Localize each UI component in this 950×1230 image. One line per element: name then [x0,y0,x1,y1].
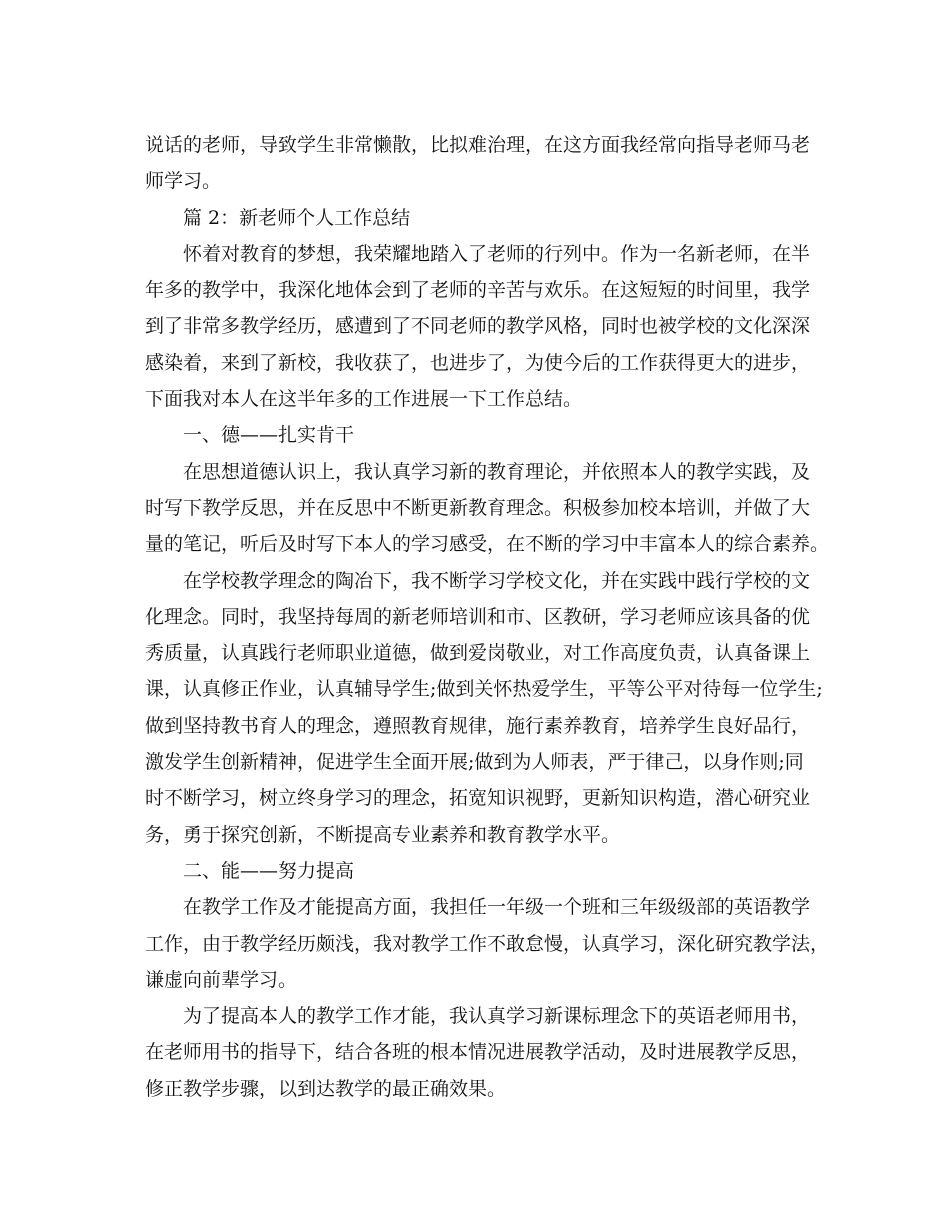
text-line: 做到坚持教书育人的理念，遵照教育规律，施行素养教育，培养学生良好品行， [145,714,811,737]
document-body [145,127,830,1107]
text-line: 谦虚向前辈学习。 [145,968,298,991]
text-line: 怀着对教育的梦想，我荣耀地踏入了老师的行列中。作为一名新老师，在半 [183,242,811,265]
text-line: 说话的老师，导致学生非常懒散，比拟难治理，在这方面我经常向指导老师马老 [145,134,811,156]
text-line: 时不断学习，树立终身学习的理念，拓宽知识视野，更新知识构造，潜心研究业 [145,787,811,810]
text-line: 量的笔记，听后及时写下本人的学习感受，在不断的学习中丰富本人的综合素养。 [145,533,830,556]
text-line: 为了提高本人的教学工作才能，我认真学习新课标理念下的英语老师用书， [183,1005,811,1028]
text-line: 工作，由于教学经历颇浅，我对教学工作不敢怠慢，认真学习，深化研究教学法， [145,932,830,955]
text-line: 感染着，来到了新校，我收获了，也进步了，为使今后的工作获得更大的进步， [145,351,811,374]
text-line: 下面我对本人在这半年多的工作进展一下工作总结。 [145,388,583,411]
text-line: 在思想道德认识上，我认真学习新的教育理论，并依照本人的教学实践，及 [183,460,811,483]
text-line: 在学校教学理念的陶冶下，我不断学习学校文化，并在实践中践行学校的文 [183,569,811,592]
text-line: 在教学工作及才能提高方面，我担任一年级一个班和三年级级部的英语教学 [183,896,811,919]
text-line: 秀质量，认真践行老师职业道德，做到爱岗敬业，对工作高度负责，认真备课上 [145,642,811,665]
section-heading: 一、德——扎实肯干 [183,424,355,447]
text-line: 课，认真修正作业，认真辅导学生;做到关怀热爱学生，平等公平对待每一位学生; [145,678,823,701]
text-line: 化理念。同时，我坚持每周的新老师培训和市、区教研，学习老师应该具备的优 [145,605,811,628]
text-line: 激发学生创新精神，促进学生全面开展;做到为人师表，严于律己，以身作则;同 [145,751,804,774]
text-line: 修正教学步骤，以到达教学的最正确效果。 [145,1077,507,1100]
section-title: 篇 2：新老师个人工作总结 [183,206,411,229]
text-line: 年多的教学中，我深化地体会到了老师的辛苦与欢乐。在这短短的时间里，我学 [145,279,811,302]
section-heading: 二、能——努力提高 [183,859,355,882]
text-line: 到了非常多教学经历，感遭到了不同老师的教学风格，同时也被学校的文化深深 [145,315,811,338]
text-line: 在老师用书的指导下，结合各班的根本情况进展教学活动，及时进展教学反思， [145,1041,811,1064]
text-line: 师学习。 [145,170,222,193]
text-line: 时写下教学反思，并在反思中不断更新教育理念。积极参加校本培训，并做了大 [145,496,811,519]
text-line: 务，勇于探究创新，不断提高专业素养和教育教学水平。 [145,823,621,846]
